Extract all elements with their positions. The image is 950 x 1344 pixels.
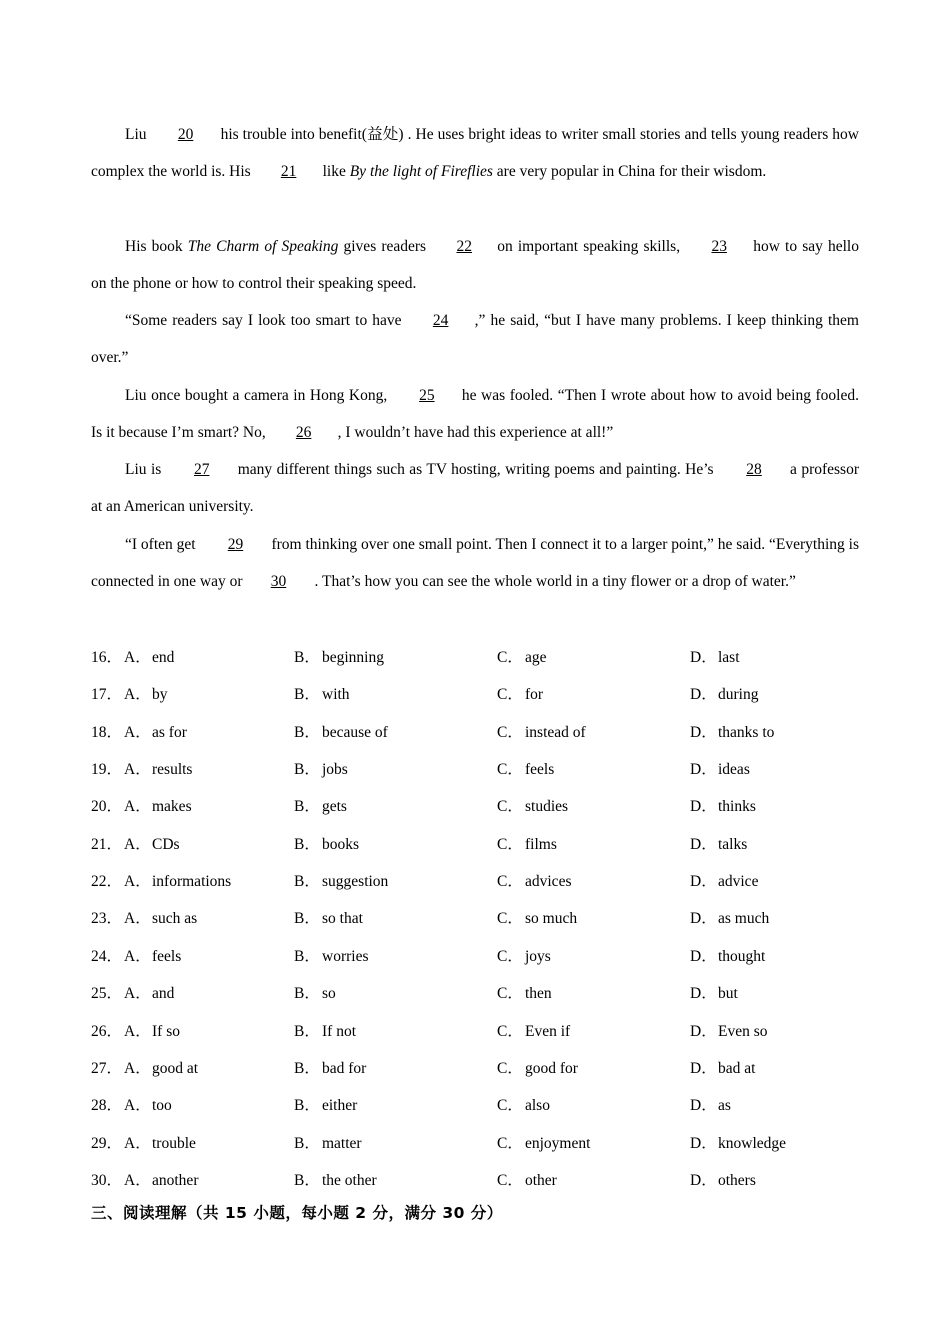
option-b: jobs xyxy=(322,761,348,779)
question-number: 22． xyxy=(91,873,123,891)
question-row xyxy=(91,1050,871,1087)
option-b: matter xyxy=(322,1134,362,1152)
option-letter-d: D． xyxy=(690,873,717,891)
option-a: CDs xyxy=(152,835,180,853)
option-c: other xyxy=(525,1171,557,1189)
book-title: The Charm of Speaking xyxy=(187,238,339,255)
option-letter-c: C． xyxy=(497,1059,523,1077)
option-d: during xyxy=(718,686,759,704)
text: Liu xyxy=(125,126,151,143)
option-d: knowledge xyxy=(718,1134,787,1152)
option-letter-d: D． xyxy=(690,686,717,704)
question-row xyxy=(91,714,871,751)
option-a: end xyxy=(152,649,175,666)
option-letter-b: B． xyxy=(294,1134,320,1152)
option-c: Even if xyxy=(525,1022,571,1040)
option-letter-c: C． xyxy=(497,798,523,816)
question-number: 26． xyxy=(91,1022,123,1040)
option-d: as much xyxy=(718,910,770,928)
option-letter-c: C． xyxy=(497,1022,523,1040)
question-row xyxy=(91,639,871,676)
option-letter-a: A． xyxy=(124,798,151,816)
question-row xyxy=(91,826,871,863)
text: His book xyxy=(125,238,188,255)
option-c: feels xyxy=(525,761,555,779)
option-letter-a: A． xyxy=(124,910,151,928)
text: Liu once bought a camera in Hong Kong, xyxy=(125,387,392,404)
option-d: talks xyxy=(718,835,748,853)
question-row xyxy=(91,900,871,937)
option-letter-b: B． xyxy=(294,985,320,1003)
option-d: last xyxy=(718,649,740,666)
option-b: with xyxy=(322,686,350,704)
passage-paragraph-2 xyxy=(91,228,859,303)
text: “Some readers say I look too smart to have xyxy=(125,312,407,329)
question-row xyxy=(91,975,871,1012)
option-a: and xyxy=(152,985,175,1003)
option-a: makes xyxy=(152,798,192,816)
option-c: also xyxy=(525,1097,550,1115)
option-letter-b: B． xyxy=(294,761,320,779)
blank-24: 24 xyxy=(432,312,449,329)
option-letter-d: D． xyxy=(690,761,717,779)
option-letter-b: B． xyxy=(294,947,320,965)
option-letter-b: B． xyxy=(294,798,320,816)
option-letter-c: C． xyxy=(497,835,523,853)
passage-paragraph-6 xyxy=(91,526,859,601)
option-letter-a: A． xyxy=(124,649,151,666)
option-d: advice xyxy=(718,873,759,891)
text: “I often get xyxy=(125,536,200,553)
question-row xyxy=(91,1087,871,1124)
option-letter-b: B． xyxy=(294,1097,320,1115)
option-d: but xyxy=(718,985,738,1003)
option-letter-b: B． xyxy=(294,723,320,741)
option-letter-a: A． xyxy=(124,1022,151,1040)
option-letter-b: B． xyxy=(294,649,320,666)
passage-paragraph-1 xyxy=(91,116,859,191)
option-b: so that xyxy=(322,910,363,928)
option-b: If not xyxy=(322,1022,357,1040)
question-number: 28． xyxy=(91,1097,123,1115)
option-letter-c: C． xyxy=(497,723,523,741)
option-b: suggestion xyxy=(322,873,389,891)
text: ,” he said, “but I have many problems. I keep thinking them over.” xyxy=(91,312,859,367)
blank-27: 27 xyxy=(193,461,210,478)
option-letter-c: C． xyxy=(497,873,523,891)
option-letter-a: A． xyxy=(124,1171,151,1189)
question-number: 20． xyxy=(91,798,123,816)
book-title: By the light of Fireflies xyxy=(349,163,493,181)
question-row xyxy=(91,1013,871,1050)
option-letter-d: D． xyxy=(690,910,717,928)
question-number: 23． xyxy=(91,910,123,928)
option-letter-a: A． xyxy=(124,1134,151,1152)
blank-28: 28 xyxy=(746,461,762,478)
option-letter-d: D． xyxy=(690,1059,717,1077)
option-a: results xyxy=(152,761,193,779)
question-row xyxy=(91,676,871,713)
option-c: good for xyxy=(525,1059,578,1077)
option-a: trouble xyxy=(152,1134,196,1152)
option-letter-b: B． xyxy=(294,910,320,928)
option-d: ideas xyxy=(718,761,750,779)
option-a: another xyxy=(152,1171,199,1189)
text: his trouble into benefit(益处) . He uses bright ideas to writer small stories and tells young readers how complex the world is. His xyxy=(91,126,859,181)
option-letter-a: A． xyxy=(124,723,151,741)
option-a: by xyxy=(152,686,168,704)
question-row xyxy=(91,1162,871,1199)
option-b: so xyxy=(322,985,336,1003)
text: Liu is xyxy=(125,461,166,478)
option-c: age xyxy=(525,649,547,666)
question-row xyxy=(91,751,871,788)
passage-paragraph-5 xyxy=(91,451,859,526)
blank-21: 21 xyxy=(280,163,297,181)
option-a: such as xyxy=(152,910,198,928)
option-a: too xyxy=(152,1097,172,1115)
option-b: because of xyxy=(322,723,388,741)
text: a professor at an American university. xyxy=(91,461,859,516)
option-c: so much xyxy=(525,910,578,928)
option-d: thanks to xyxy=(718,723,775,741)
blank-23: 23 xyxy=(711,238,727,255)
question-number: 17． xyxy=(91,686,123,704)
blank-30: 30 xyxy=(270,573,287,591)
option-letter-a: A． xyxy=(124,873,151,891)
option-a: feels xyxy=(152,947,182,965)
option-letter-a: A． xyxy=(124,985,151,1003)
option-b: the other xyxy=(322,1171,377,1189)
text: , I wouldn’t have had this experience at all!” xyxy=(337,424,614,442)
option-letter-b: B． xyxy=(294,1059,320,1077)
option-letter-b: B． xyxy=(294,1022,320,1040)
option-letter-a: A． xyxy=(124,686,151,704)
option-letter-d: D． xyxy=(690,947,717,965)
option-d: bad at xyxy=(718,1059,756,1077)
option-letter-c: C． xyxy=(497,1134,523,1152)
option-letter-a: A． xyxy=(124,835,151,853)
question-row xyxy=(91,788,871,825)
option-a: good at xyxy=(152,1059,199,1077)
option-c: enjoyment xyxy=(525,1134,591,1152)
text: on important speaking skills, xyxy=(497,238,686,255)
option-letter-c: C． xyxy=(497,1097,523,1115)
option-letter-a: A． xyxy=(124,947,151,965)
text: from thinking over one small point. Then I connect it to a larger point,” he said. “Everything is connected in one way or xyxy=(91,536,859,591)
option-b: beginning xyxy=(322,649,384,666)
question-number: 29． xyxy=(91,1134,123,1152)
option-letter-b: B． xyxy=(294,835,320,853)
blank-26: 26 xyxy=(295,424,312,442)
text: many different things such as TV hosting, writing poems and painting. He’s xyxy=(237,461,718,478)
blank-29: 29 xyxy=(227,536,244,553)
option-a: informations xyxy=(152,873,232,891)
blank-25: 25 xyxy=(419,387,435,404)
option-letter-c: C． xyxy=(497,910,523,928)
option-letter-c: C． xyxy=(497,649,523,666)
section-heading: 三、阅读理解（共 15 小题，每小题 2 分，满分 30 分） xyxy=(91,1204,503,1222)
option-d: thinks xyxy=(718,798,756,816)
option-c: then xyxy=(525,985,552,1003)
question-number: 18． xyxy=(91,723,123,741)
question-row xyxy=(91,863,871,900)
option-letter-a: A． xyxy=(124,761,151,779)
option-letter-c: C． xyxy=(497,686,523,704)
option-letter-d: D． xyxy=(690,1022,717,1040)
option-letter-d: D． xyxy=(690,1134,717,1152)
option-b: worries xyxy=(322,947,369,965)
option-letter-a: A． xyxy=(124,1059,151,1077)
question-row xyxy=(91,1125,871,1162)
option-c: advices xyxy=(525,873,572,891)
option-d: as xyxy=(718,1097,731,1115)
option-b: bad for xyxy=(322,1059,367,1077)
option-letter-b: B． xyxy=(294,873,320,891)
option-c: studies xyxy=(525,798,569,816)
option-letter-b: B． xyxy=(294,686,320,704)
passage-paragraph-4 xyxy=(91,377,859,452)
question-number: 19． xyxy=(91,761,123,779)
option-c: films xyxy=(525,835,557,853)
option-letter-c: C． xyxy=(497,947,523,965)
question-number: 21． xyxy=(91,835,123,853)
option-letter-d: D． xyxy=(690,649,717,666)
option-letter-c: C． xyxy=(497,985,523,1003)
option-letter-c: C． xyxy=(497,1171,523,1189)
text: how to say hello on the phone or how to control their speaking speed. xyxy=(91,238,859,293)
option-d: others xyxy=(718,1171,756,1189)
option-c: instead of xyxy=(525,723,586,741)
question-number: 27． xyxy=(91,1059,123,1077)
option-letter-b: B． xyxy=(294,1171,320,1189)
option-a: If so xyxy=(152,1022,180,1040)
option-letter-d: D． xyxy=(690,723,717,741)
option-letter-a: A． xyxy=(124,1097,151,1115)
text: like xyxy=(322,163,350,181)
option-letter-d: D． xyxy=(690,835,717,853)
blank-20: 20 xyxy=(177,126,194,143)
option-d: Even so xyxy=(718,1022,768,1040)
question-number: 25． xyxy=(91,985,123,1003)
text: . That’s how you can see the whole world in a tiny flower or a drop of water.” xyxy=(314,573,796,591)
text: he was fooled. “Then I wrote about how to avoid being fooled. Is it because I’m smart? No, xyxy=(91,387,859,442)
option-a: as for xyxy=(152,723,187,741)
passage-paragraph-3 xyxy=(91,302,859,377)
text: are very popular in China for their wisdom. xyxy=(492,163,767,181)
question-number: 24． xyxy=(91,947,123,965)
option-letter-d: D． xyxy=(690,1097,717,1115)
option-d: thought xyxy=(718,947,766,965)
option-letter-d: D． xyxy=(690,798,717,816)
question-row xyxy=(91,938,871,975)
text: gives readers xyxy=(338,238,432,255)
question-number: 30． xyxy=(91,1171,123,1189)
option-letter-d: D． xyxy=(690,985,717,1003)
option-b: books xyxy=(322,835,360,853)
blank-22: 22 xyxy=(456,238,472,255)
option-b: gets xyxy=(322,798,347,816)
question-number: 16． xyxy=(91,649,123,666)
option-c: for xyxy=(525,686,544,704)
option-letter-d: D． xyxy=(690,1171,717,1189)
option-c: joys xyxy=(525,947,551,965)
option-b: either xyxy=(322,1097,358,1115)
option-letter-c: C． xyxy=(497,761,523,779)
